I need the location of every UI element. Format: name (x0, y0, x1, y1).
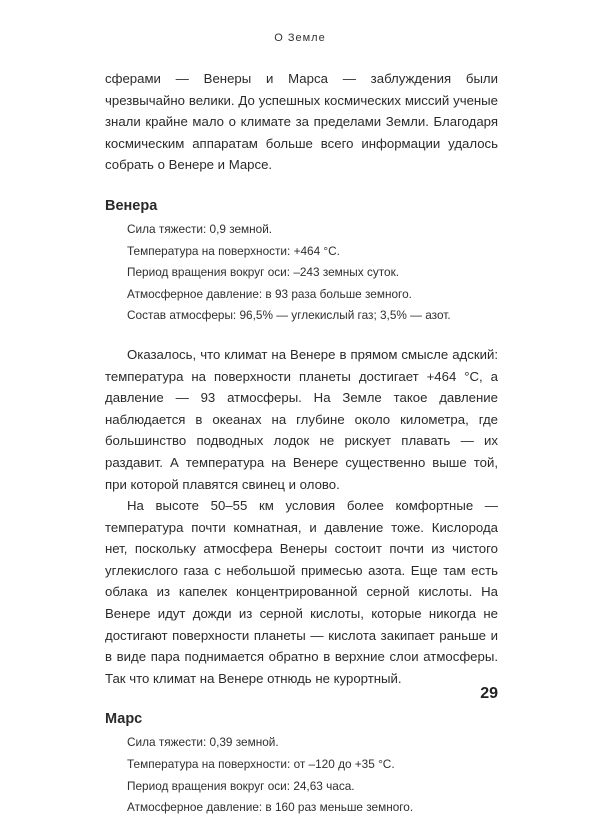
fact-item: Состав атмосферы: 96,5% — углекислый газ; 3,5% — азот. (127, 308, 451, 323)
intro-paragraph: сферами — Венеры и Марса — заблуждения были чрезвычайно велики. До успешных космических миссий ученые знали крайне мало о климате за пределами Земли. Благодаря космическим аппаратам больше всего информации удалось собрать о Венере и Марсе. (105, 71, 498, 173)
fact-item: Температура на поверхности: +464 °С. (127, 243, 340, 258)
fact-item: Период вращения вокруг оси: –243 земных суток. (127, 265, 400, 280)
fact-item: Температура на поверхности: от –120 до +35 °С. (127, 757, 395, 772)
mars-facts-list (105, 732, 498, 818)
page-number: 29 (480, 685, 498, 702)
fact-item: Атмосферное давление: в 93 раза больше земного. (127, 286, 412, 301)
venus-facts-list (105, 219, 498, 327)
venus-paragraph-1: Оказалось, что климат на Венере в прямом смысле адский: температура на поверхности планеты достигает +464 °С, а давление — 93 атмосферы. На Земле такое давление наблюдается в океанах на глубине около километра, где большинство подводных лодок не рискует плавать — их раздавит. А температура на Венере существенно выше той, при которой плавятся свинец и олово. (105, 346, 498, 492)
fact-item: Сила тяжести: 0,39 земной. (127, 735, 279, 750)
section-title-mars: Марс (105, 711, 143, 728)
fact-item: Сила тяжести: 0,9 земной. (127, 221, 273, 236)
running-header: О Земле (274, 32, 326, 44)
venus-paragraph-2: На высоте 50–55 км условия более комфортные — температура почти комнатная, и давление тоже. Кислорода нет, поскольку атмосфера Венеры состоит почти из чистого углекислого газа с небольшой примесью азота. Еще там есть облака из капелек концентрированной серной кислоты. На Венере идут дожди из серной кислоты, которые никогда не достигают поверхности планеты — кислота закипает раньше и в виде пара поднимается обратно в верхние слои атмосферы. Так что климат на Венере отнюдь не курортный. (105, 498, 498, 686)
section-title-venus: Венера (105, 197, 158, 214)
fact-item: Атмосферное давление: в 160 раз меньше земного. (127, 800, 414, 815)
fact-item: Период вращения вокруг оси: 24,63 часа. (127, 778, 355, 793)
page-body (105, 68, 498, 819)
